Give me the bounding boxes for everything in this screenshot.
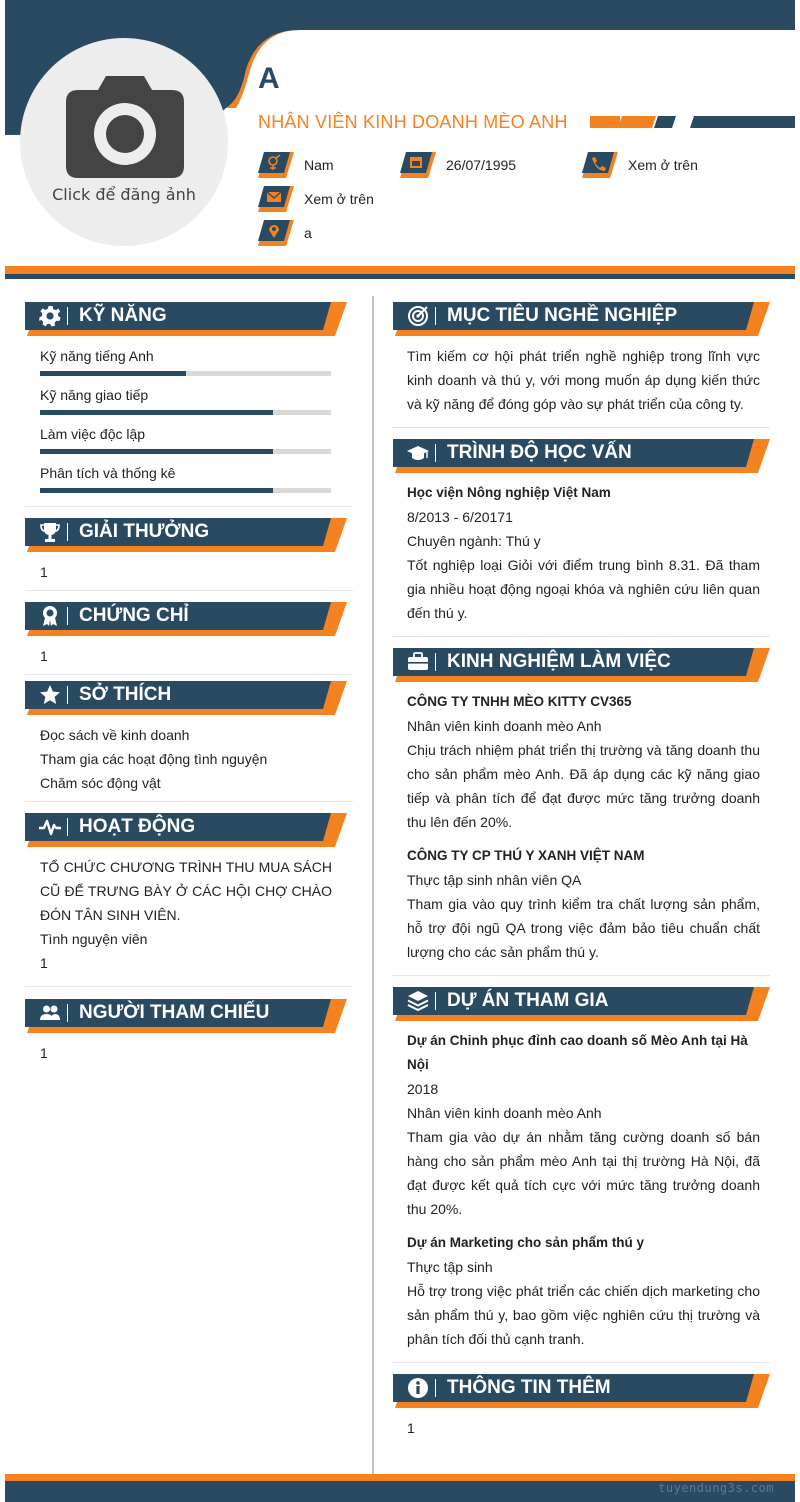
gender-icon <box>258 152 294 178</box>
project-role[interactable]: Thực tập sinh <box>407 1259 493 1275</box>
address-row[interactable] <box>258 220 312 246</box>
section-title-skills[interactable] <box>25 302 347 336</box>
calendar-icon <box>400 152 436 178</box>
experience-description[interactable]: Tham gia vào quy trình kiểm tra chất lượng sản phẩm, hỗ trợ đội ngũ QA trong việc đảm bảo tiêu chuẩn chất lượng cho các sản phẩm thú y. <box>407 896 760 960</box>
project-role[interactable]: Nhân viên kinh doanh mèo Anh <box>407 1105 602 1121</box>
phone-row[interactable] <box>582 152 698 178</box>
section-title-label: KINH NGHIỆM LÀM VIỆC <box>447 651 671 672</box>
education-period[interactable]: 8/2013 - 6/20171 <box>407 509 513 525</box>
hobby-item[interactable]: Chăm sóc động vật <box>40 775 161 791</box>
skill-bar <box>40 371 331 376</box>
awards-content[interactable]: 1 <box>40 564 48 580</box>
gender-value: Nam <box>304 157 334 173</box>
avatar-upload-label: Click để đăng ảnh <box>52 185 196 204</box>
pulse-icon <box>39 816 61 838</box>
job-title[interactable]: NHÂN VIÊN KINH DOANH MÈO ANH <box>258 112 568 132</box>
section-divider <box>25 986 353 987</box>
project-year[interactable]: 2018 <box>407 1081 439 1097</box>
section-title-activities[interactable] <box>25 813 347 847</box>
section-title-label: CHỨNG CHỈ <box>79 605 189 626</box>
section-divider <box>392 1362 770 1363</box>
map-pin-icon <box>258 220 294 246</box>
target-icon <box>407 305 429 327</box>
experience-position[interactable]: Thực tập sinh nhân viên QA <box>407 872 582 888</box>
trophy-icon <box>39 521 61 543</box>
section-divider <box>25 801 353 802</box>
section-title-label: SỞ THÍCH <box>79 684 172 705</box>
hobby-item[interactable]: Đọc sách về kinh doanh <box>40 727 190 743</box>
education-description[interactable]: Tốt nghiệp loại Giỏi với điểm trung bình 8.31. Đã tham gia nhiều hoạt động ngoại khóa và nghiên cứu liên quan đến thú y. <box>407 557 760 621</box>
certificates-content[interactable]: 1 <box>40 648 48 664</box>
activity-extra[interactable]: 1 <box>40 955 48 971</box>
section-divider <box>392 427 770 428</box>
camera-icon <box>66 74 184 178</box>
education-school[interactable]: Học viện Nông nghiệp Việt Nam <box>407 485 611 500</box>
section-divider <box>25 590 353 591</box>
section-title-hobbies[interactable] <box>25 681 347 715</box>
activity-role[interactable]: Tình nguyện viên <box>40 931 148 947</box>
references-content[interactable]: 1 <box>40 1045 48 1061</box>
hobby-item[interactable]: Tham gia các hoạt động tình nguyện <box>40 751 268 767</box>
section-title-references[interactable] <box>25 999 347 1033</box>
section-title-label: DỰ ÁN THAM GIA <box>447 990 609 1011</box>
graduation-cap-icon <box>407 442 429 464</box>
info-icon <box>407 1377 429 1399</box>
layers-icon <box>407 990 429 1012</box>
section-title-label: THÔNG TIN THÊM <box>447 1377 611 1398</box>
briefcase-icon <box>407 651 429 673</box>
objective-content[interactable]: Tìm kiếm cơ hội phát triển nghề nghiệp trong lĩnh vực kinh doanh và thú y, với mong muốn áp dụng kiến thức và kỹ năng để đóng góp vào sự phát triển của công ty. <box>407 348 760 412</box>
star-icon <box>39 684 61 706</box>
section-title-label: KỸ NĂNG <box>79 305 167 326</box>
job-title-decoration <box>590 116 795 128</box>
phone-icon <box>582 152 618 178</box>
users-icon <box>39 1002 61 1024</box>
experience-position[interactable]: Nhân viên kinh doanh mèo Anh <box>407 718 602 734</box>
skill-label: Phân tích và thống kê <box>40 465 176 481</box>
activity-name[interactable]: TỔ CHỨC CHƯƠNG TRÌNH THU MUA SÁCH CŨ ĐỂ TRƯNG BÀY Ở CÁC HỘI CHỢ CHÀO ĐÓN TÂN SINH VIÊN. <box>40 859 332 923</box>
experience-company[interactable]: CÔNG TY CP THÚ Y XANH VIỆT NAM <box>407 848 645 863</box>
skill-label: Kỹ năng giao tiếp <box>40 387 149 403</box>
medal-icon <box>39 605 61 627</box>
header-stripe <box>5 266 795 280</box>
skill-bar <box>40 449 331 454</box>
email-value: Xem ở trên <box>304 191 374 207</box>
gender-row[interactable] <box>258 152 334 178</box>
section-title-education[interactable] <box>393 439 770 473</box>
section-title-label: GIẢI THƯỞNG <box>79 521 210 542</box>
project-description[interactable]: Hỗ trợ trong việc phát triển các chiến dịch marketing cho sản phẩm thú y, bao gồm việc nghiên cứu thị trường và phân tích đối thủ cạnh tranh. <box>407 1283 760 1347</box>
additional-content[interactable]: 1 <box>407 1420 415 1436</box>
section-divider <box>392 636 770 637</box>
project-name[interactable]: Dự án Marketing cho sản phẩm thú y <box>407 1235 645 1250</box>
footer-watermark: tuyendung3s.com <box>658 1481 774 1495</box>
section-title-label: HOẠT ĐỘNG <box>79 816 196 837</box>
envelope-icon <box>258 186 294 212</box>
skill-label: Kỹ năng tiếng Anh <box>40 348 154 364</box>
column-divider <box>372 296 374 1480</box>
section-title-label: TRÌNH ĐỘ HỌC VẤN <box>447 442 632 463</box>
section-title-label: MỤC TIÊU NGHỀ NGHIỆP <box>447 305 678 326</box>
avatar-upload[interactable] <box>20 38 228 246</box>
section-title-projects[interactable] <box>393 987 770 1021</box>
skill-bar <box>40 488 331 493</box>
experience-description[interactable]: Chịu trách nhiệm phát triển thị trường và tăng doanh thu cho sản phẩm mèo Anh. Đã áp dụng các kỹ năng giao tiếp và phân tích để đạt được mức tăng trưởng doanh thu lên đến 20%. <box>407 742 760 830</box>
section-title-objective[interactable] <box>393 302 770 336</box>
address-value: a <box>304 225 312 241</box>
project-name[interactable]: Dự án Chinh phục đỉnh cao doanh số Mèo Anh tại Hà Nội <box>407 1033 748 1072</box>
section-title-certificates[interactable] <box>25 602 347 636</box>
experience-company[interactable]: CÔNG TY TNHH MÈO KITTY CV365 <box>407 694 632 709</box>
gear-icon <box>39 305 61 327</box>
section-divider <box>25 674 353 675</box>
project-description[interactable]: Tham gia vào dự án nhằm tăng cường doanh số bán hàng cho sản phẩm mèo Anh tại thị trường Hà Nội, đã đạt được kết quả tích cực với mức tăng trưởng doanh thu 20%. <box>407 1129 760 1217</box>
skill-bar <box>40 410 331 415</box>
section-title-experience[interactable] <box>393 648 770 682</box>
email-row[interactable] <box>258 186 374 212</box>
birthdate-value: 26/07/1995 <box>446 157 517 173</box>
section-divider <box>392 975 770 976</box>
education-major[interactable]: Chuyên ngành: Thú y <box>407 533 541 549</box>
birthdate-row[interactable] <box>400 152 516 178</box>
section-title-additional[interactable] <box>393 1374 770 1408</box>
skill-label: Làm việc độc lập <box>40 426 146 442</box>
section-divider <box>25 506 353 507</box>
phone-value: Xem ở trên <box>628 157 698 173</box>
section-title-label: NGƯỜI THAM CHIẾU <box>79 1002 270 1023</box>
section-title-awards[interactable] <box>25 518 347 552</box>
candidate-name[interactable]: A <box>258 62 280 95</box>
